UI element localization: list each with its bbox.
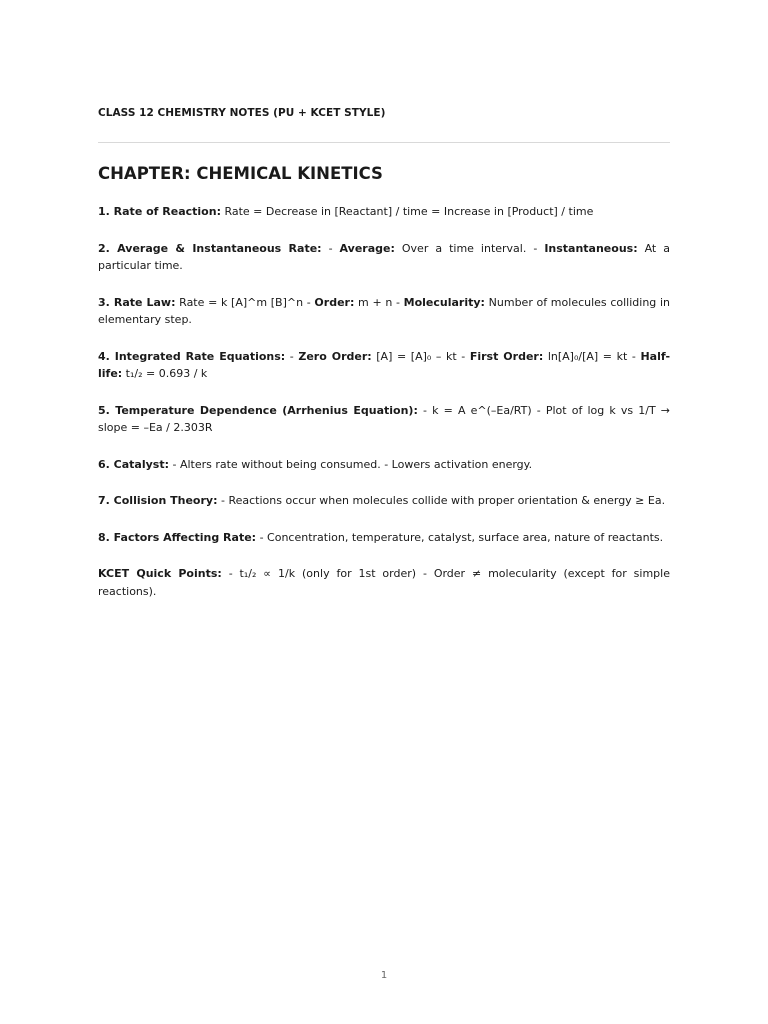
note-factors-affecting-rate: 8. Factors Affecting Rate: - Concentration, temperature, catalyst, surface area, nature of reactants. xyxy=(98,530,664,544)
document-header: CLASS 12 CHEMISTRY NOTES (PU + KCET STYLE) xyxy=(98,107,386,119)
note-collision-theory: 7. Collision Theory: - Reactions occur when molecules collide with proper orientation & energy ≥ Ea. xyxy=(98,494,666,507)
note-integrated-rate-equations: 4. Integrated Rate Equations: - Zero Order: [A] = [A]₀ – kt - First Order: ln[A]₀/[A] = kt - Half-life: t₁/₂ = 0.693 / k xyxy=(98,349,671,380)
note-temperature-dependence: 5. Temperature Dependence (Arrhenius Equation): - k = A e^(–Ea/RT) - Plot of log k vs 1/T → slope = –Ea / 2.303R xyxy=(98,403,671,434)
header-divider xyxy=(98,142,670,143)
note-average-instantaneous-rate: 2. Average & Instantaneous Rate: - Average: Over a time interval. - Instantaneous: At a particular time. xyxy=(98,241,670,272)
note-catalyst: 6. Catalyst: - Alters rate without being consumed. - Lowers activation energy. xyxy=(98,457,533,471)
chapter-title: CHAPTER: CHEMICAL KINETICS xyxy=(98,164,383,183)
note-rate-of-reaction: 1. Rate of Reaction: Rate = Decrease in [Reactant] / time = Increase in [Product] / time xyxy=(98,205,594,218)
note-kcet-quick-points: KCET Quick Points: - t₁/₂ ∝ 1/k (only for 1st order) - Order ≠ molecularity (except for simple reactions). xyxy=(98,567,670,598)
note-rate-law: 3. Rate Law: Rate = k [A]^m [B]^n - Order: m + n - Molecularity: Number of molecules colliding in elementary step. xyxy=(98,295,670,326)
notes-list xyxy=(98,203,670,619)
page-number: 1 xyxy=(380,970,388,981)
